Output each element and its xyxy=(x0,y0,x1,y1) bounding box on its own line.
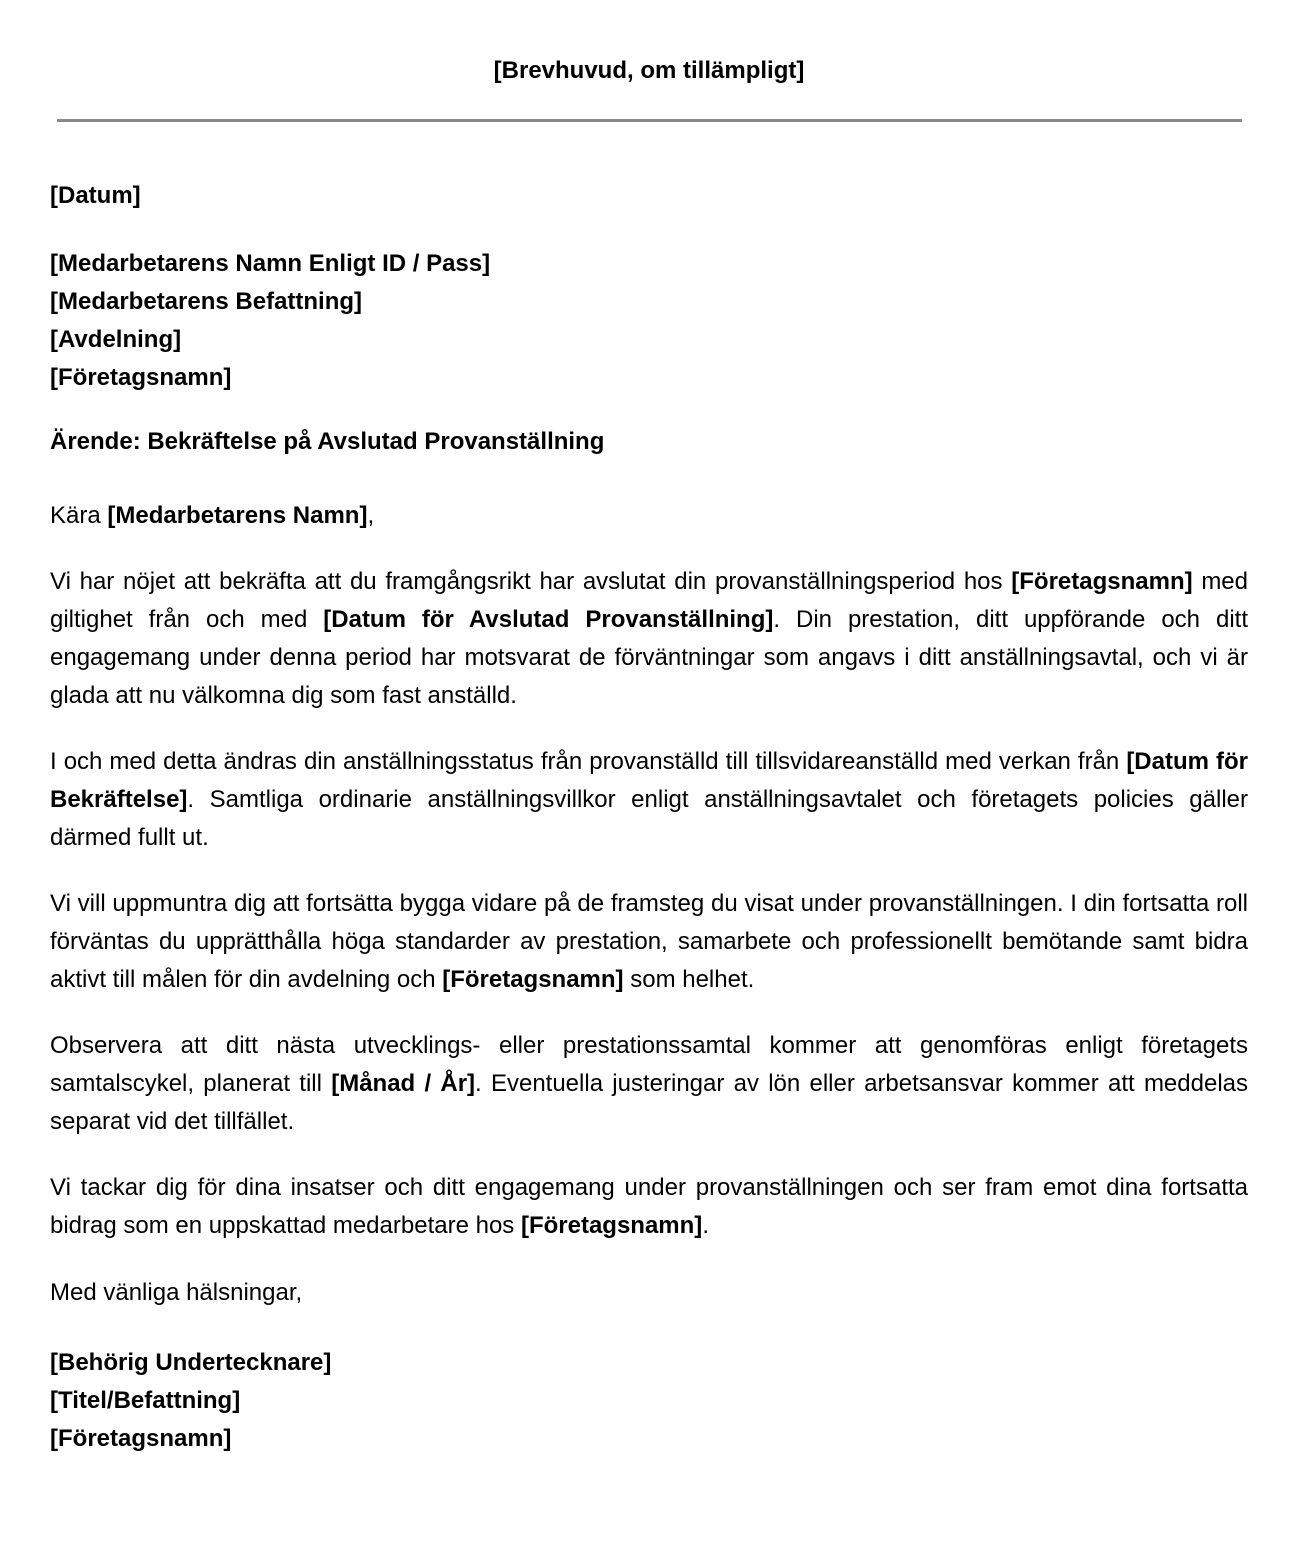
letterhead-placeholder: [Brevhuvud, om tillämpligt] xyxy=(493,57,805,84)
recipient-company-line: [Företagsnamn] xyxy=(50,364,232,391)
recipient-department-line: [Avdelning] xyxy=(50,326,182,353)
recipient-block xyxy=(50,245,1248,397)
paragraph-encouragement: Vi vill uppmuntra dig att fortsätta bygga vidare på de framsteg du visat under provanställningen. I din fortsatta roll förväntas du upprätthålla höga standarder av prestation, samarbete och professionellt bemötande samt bidra aktivt till målen för din avdelning och [Företagsnamn] som helhet. xyxy=(50,890,1248,993)
paragraph-status-change: I och med detta ändras din anställningsstatus från provanställd till tillsvidareanställd med verkan från [Datum för Bekräftelse]. Samtliga ordinarie anställningsvillkor enligt anställningsavtalet och företagets policies gäller därmed fullt ut. xyxy=(50,748,1248,851)
subject-line: Ärende: Bekräftelse på Avslutad Provanställning xyxy=(50,428,605,455)
paragraph-probation-completed: Vi har nöjet att bekräfta att du framgångsrikt har avslutat din provanställningsperiod hos [Företagsnamn] med giltighet från och med [Datum för Avslutad Provanställning]. Din prestation, ditt uppförande och ditt engagemang under denna period har motsvarat de förväntningar som angavs i ditt anställningsavtal, och vi är glada att nu välkomna dig som fast anställd. xyxy=(50,568,1249,709)
paragraph-thanks: Vi tackar dig för dina insatser och ditt engagemang under provanställningen och ser fram emot dina fortsatta bidrag som en uppskattad medarbetare hos [Företagsnamn]. xyxy=(50,1174,1248,1239)
recipient-title-line: [Medarbetarens Befattning] xyxy=(50,288,363,315)
signatory-company-line: [Företagsnamn] xyxy=(50,1425,232,1452)
greeting-line: Kära [Medarbetarens Namn], xyxy=(50,502,375,529)
closing-line: Med vänliga hälsningar, xyxy=(50,1279,303,1306)
date-line: [Datum] xyxy=(50,182,141,209)
recipient-name-line: [Medarbetarens Namn Enligt ID / Pass] xyxy=(50,250,491,277)
header-divider xyxy=(57,119,1242,122)
signatory-name-line: [Behörig Undertecknare] xyxy=(50,1349,332,1376)
signature-block xyxy=(50,1344,1248,1458)
paragraph-next-review: Observera att ditt nästa utvecklings- eller prestationssamtal kommer att genomföras enligt företagets samtalscykel, planerat till [Månad / År]. Eventuella justeringar av lön eller arbetsansvar kommer att meddelas separat vid det tillfället. xyxy=(50,1032,1249,1135)
signatory-title-line: [Titel/Befattning] xyxy=(50,1387,241,1414)
